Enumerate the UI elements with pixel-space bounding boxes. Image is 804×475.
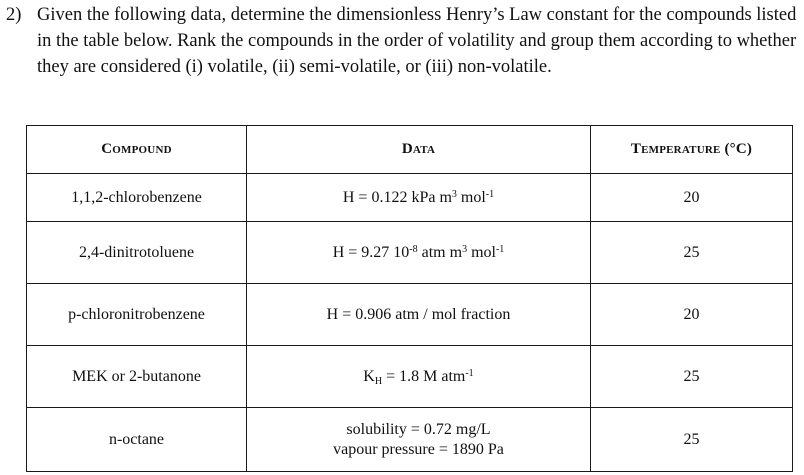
compound-cell: n-octane: [27, 408, 247, 472]
table-row: [27, 408, 793, 472]
table-row: [27, 222, 793, 284]
compound-cell: p-chloronitrobenzene: [27, 284, 247, 346]
compound-cell: 2,4-dinitrotoluene: [27, 222, 247, 284]
table-header-row: [27, 126, 793, 174]
compound-cell: MEK or 2-butanone: [27, 346, 247, 408]
solubility-line: solubility = 0.72 mg/L: [346, 420, 491, 438]
data-cell: H = 9.27 $10^{-8}$ atm $m^3$ mol$^{-1}$: [247, 222, 591, 284]
compound-data-table: [26, 125, 793, 472]
header-temperature: Temperature (°C): [591, 126, 793, 174]
vapour-pressure-line: vapour pressure = 1890 Pa: [333, 440, 504, 458]
question-block: [6, 2, 802, 80]
temperature-cell: 25: [591, 408, 793, 472]
temperature-cell: 20: [591, 174, 793, 222]
header-data: Data: [247, 126, 591, 174]
temperature-cell: 20: [591, 284, 793, 346]
header-compound: Compound: [27, 126, 247, 174]
data-cell: H = 0.122 kPa $m^3$ mol$^{-1}$: [247, 174, 591, 222]
table-row: [27, 284, 793, 346]
compound-cell: 1,1,2-chlorobenzene: [27, 174, 247, 222]
data-cell: [247, 408, 591, 472]
question-number: 2): [6, 5, 22, 25]
temperature-cell: 25: [591, 222, 793, 284]
data-cell: $K_H = 1.8$ M atm$^{-1}$: [247, 346, 591, 408]
data-cell: H = 0.906 atm / mol fraction: [247, 284, 591, 346]
table-row: [27, 346, 793, 408]
table-row: [27, 174, 793, 222]
question-text: Given the following data, determine the dimensionless Henry’s Law constant for the compounds listed in the table below. Rank the compounds in the order of volatility and group them according to whether they are considered (i) volatile, (ii) semi-volatile, or (iii) non-volatile.: [37, 5, 797, 77]
temperature-cell: 25: [591, 346, 793, 408]
